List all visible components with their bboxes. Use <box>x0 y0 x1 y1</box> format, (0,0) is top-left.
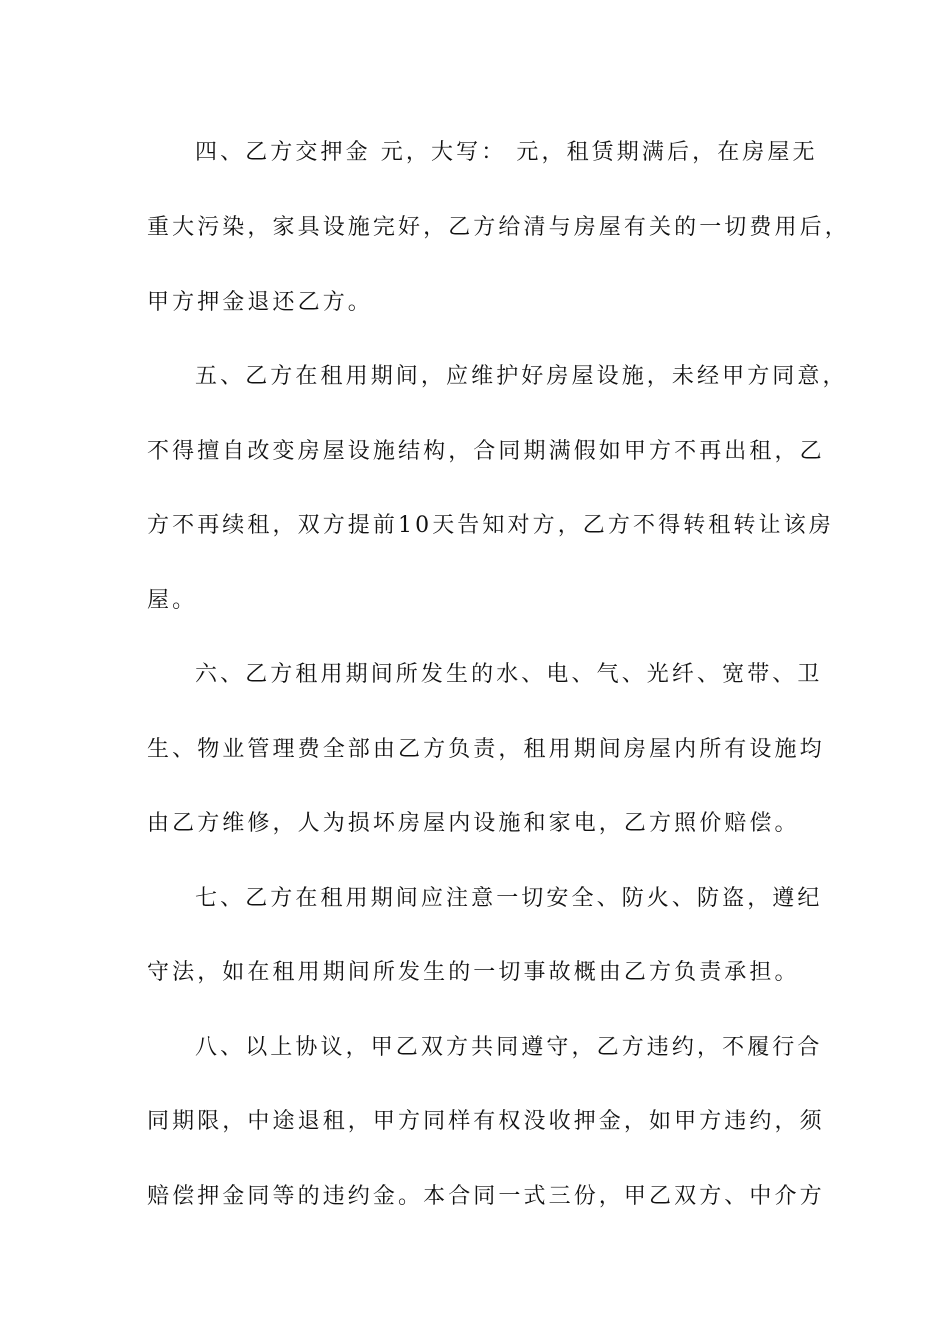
paragraph-6-line-3: 由乙方维修，人为损坏房屋内设施和家电，乙方照价赔偿。 <box>147 811 800 836</box>
paragraph-5-line-1: 五、乙方在租用期间，应维护好房屋设施，未经甲方同意， <box>195 364 848 389</box>
paragraph-5-line-3: 方不再续租，双方提前10天告知对方，乙方不得转租转让该房 <box>147 513 834 538</box>
paragraph-5-line-2: 不得擅自改变房屋设施结构，合同期满假如甲方不再出租，乙 <box>147 439 825 464</box>
paragraph-5-line-4: 屋。 <box>147 588 198 613</box>
paragraph-4-line-2: 重大污染，家具设施完好，乙方给清与房屋有关的一切费用后， <box>147 215 850 240</box>
paragraph-6-line-2: 生、物业管理费全部由乙方负责，租用期间房屋内所有设施均 <box>147 737 825 762</box>
paragraph-6-line-1: 六、乙方租用期间所发生的水、电、气、光纤、宽带、卫 <box>195 662 823 687</box>
paragraph-7-line-1: 七、乙方在租用期间应注意一切安全、防火、防盗，遵纪 <box>195 886 823 911</box>
paragraph-8-line-3: 赔偿押金同等的违约金。本合同一式三份，甲乙双方、中介方 <box>147 1184 825 1209</box>
paragraph-4-line-3: 甲方押金退还乙方。 <box>147 290 373 315</box>
paragraph-4-line-1: 四、乙方交押金 元，大写： 元，租赁期满后，在房屋无 <box>195 140 818 165</box>
paragraph-8-line-2: 同期限，中途退租，甲方同样有权没收押金，如甲方违约，须 <box>147 1109 825 1134</box>
paragraph-8-line-1: 八、以上协议，甲乙双方共同遵守，乙方违约，不履行合 <box>195 1035 823 1060</box>
paragraph-7-line-2: 守法，如在租用期间所发生的一切事故概由乙方负责承担。 <box>147 960 800 985</box>
